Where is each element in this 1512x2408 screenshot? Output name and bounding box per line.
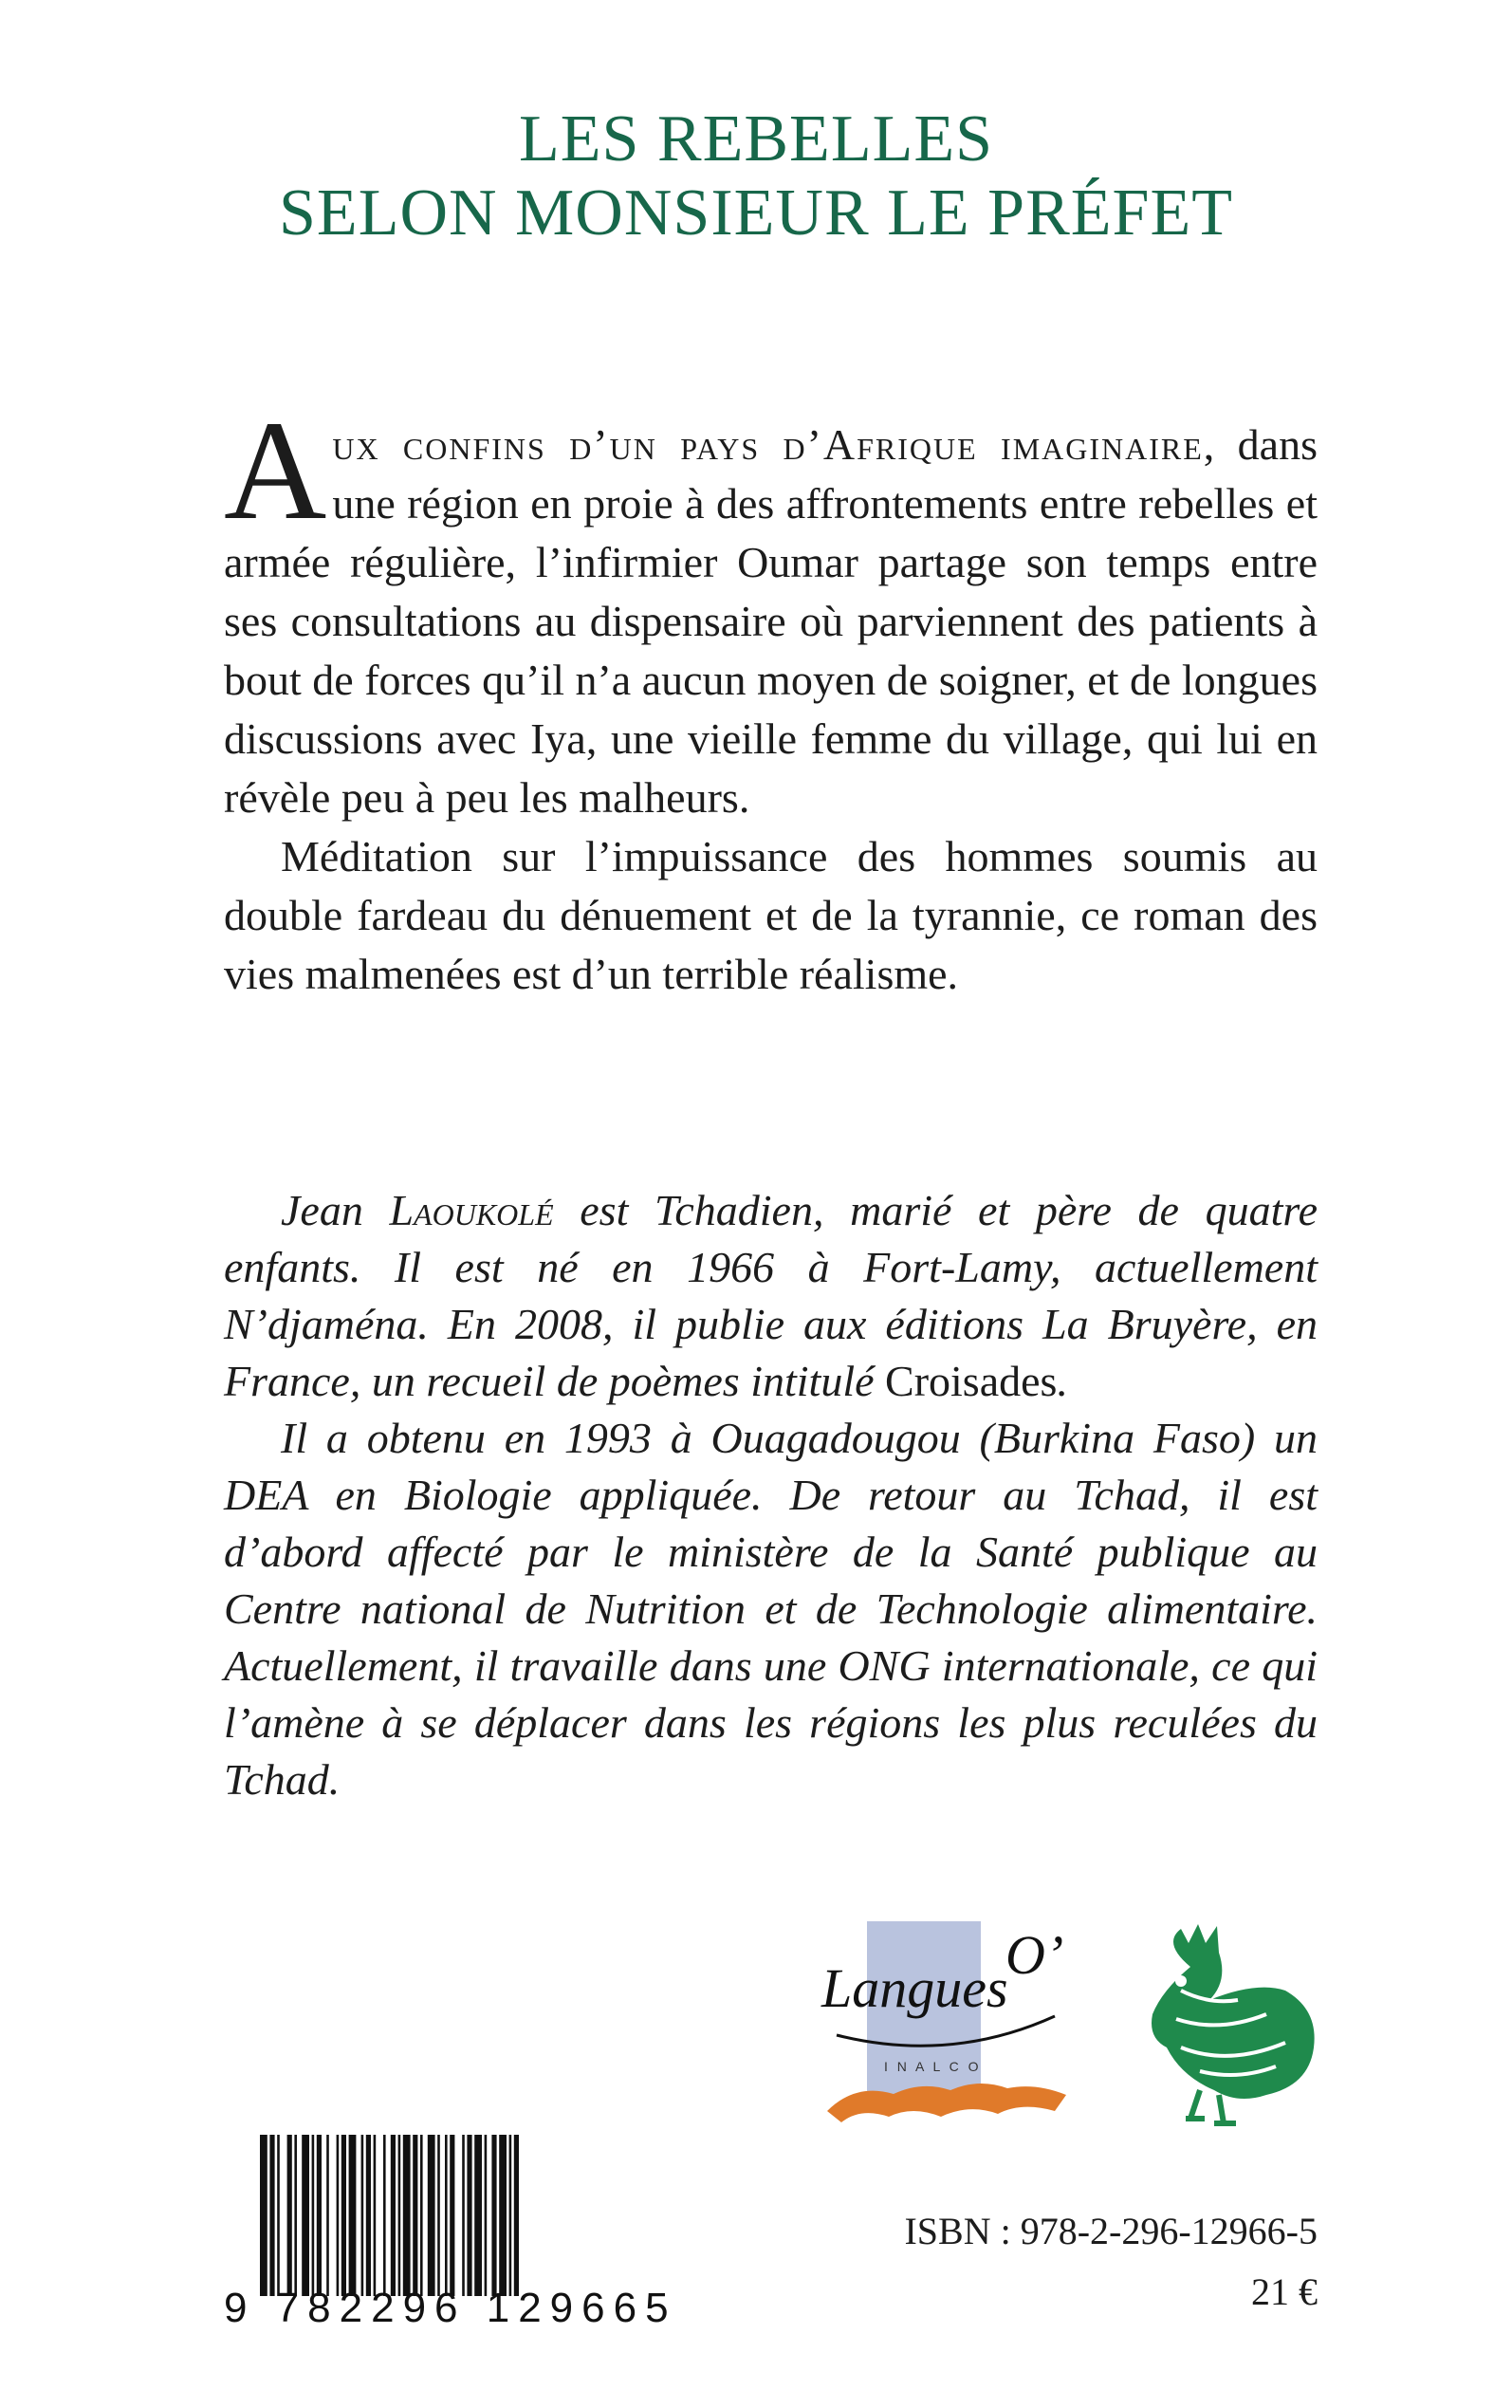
barcode-bar [509,2135,512,2296]
book-reference: Croisades [885,1357,1058,1405]
langues-o-logo [818,1921,1093,2130]
blurb [224,392,1318,1004]
barcode-bar [420,2135,423,2296]
author-name: Laoukolé [389,1186,554,1234]
barcode-bar [398,2135,401,2296]
barcode-bar [499,2135,507,2296]
barcode [260,2135,630,2296]
barcode-bar [445,2135,448,2296]
world-map-icon [827,2084,1066,2122]
bio-text-end: . [1057,1357,1068,1405]
book-title [0,102,1512,250]
barcode-bar [366,2135,371,2296]
barcode-bar [437,2135,440,2296]
barcode-bar [403,2135,411,2296]
title-line-1: LES REBELLES [518,102,994,176]
blurb-paragraph-1-text: dans une région en proie à des affrontements entre rebelles et armée régulière, l’infirmier Oumar partage son temps entre ses consultations au dispensaire où parviennent des patients à bout de forces qu’il n’a aucun moyen de soigner, et de longues discussions avec Iya, une vieille femme du village, qui lui en révèle peu à peu les malheurs. [224,420,1318,822]
barcode-bar [391,2135,396,2296]
barcode-bar [260,2135,267,2296]
barcode-bar [361,2135,364,2296]
barcode-bar [383,2135,386,2296]
barcode-bar [491,2135,496,2296]
barcode-bar [514,2135,519,2296]
barcode-bar [277,2135,280,2296]
title-line-2: SELON MONSIEUR LE PRÉFET [279,176,1233,250]
barcode-bar [467,2135,471,2296]
rooster-logo-icon [1124,1915,1328,2128]
barcode-bar [287,2135,292,2296]
bio-paragraph-2: Il a obtenu en 1993 à Ouagadougou (Burkina Faso) un DEA en Biologie appliquée. De retour au Tchad, il est d’abord affecté par le ministère de la Santé publique au Centre national de Nutrition et de Technologie alimentaire. Actuellement, il travaille dans une ONG internationale, ce qui l’amène à se déplacer dans les régions les plus reculées du Tchad. [224,1414,1318,1804]
barcode-digits: 9 782296 129665 [224,2285,677,2331]
langues-o-text: O’ [1005,1924,1064,1986]
langues-text: Langues [821,1957,1008,2019]
barcode-bar [269,2135,274,2296]
barcode-bar [337,2135,340,2296]
barcode-bar [413,2135,417,2296]
barcode-bar [349,2135,357,2296]
barcode-bar [374,2135,377,2296]
price: 21 € [1251,2270,1318,2313]
inalco-text: I N A L C O [884,2059,982,2074]
barcode-bar [317,2135,322,2296]
barcode-bar [428,2135,435,2296]
barcode-bar [341,2135,346,2296]
barcode-bar [450,2135,454,2296]
bio-text-b: est Tchadien, marié et père de quatre enfants. Il est né en 1966 à Fort-Lamy, actuellement N’djaména. En 2008, il publie aux éditions La Bruyère, en France, un recueil de poèmes intitulé [224,1186,1318,1405]
drop-cap: A [224,392,327,549]
barcode-bar [326,2135,329,2296]
blurb-lead: ux confins d’un pays d’Afrique imaginaire, [332,420,1217,469]
isbn: ISBN : 978-2-296-12966-5 [904,2210,1318,2252]
rooster-body [1152,1924,1315,2099]
barcode-bar [302,2135,309,2296]
author-bio [224,1182,1318,1808]
rooster-eye [1175,1975,1187,1987]
barcode-bar [485,2135,488,2296]
barcode-bar [294,2135,297,2296]
bio-paragraph-1 [224,1182,1318,1410]
barcode-bar [462,2135,465,2296]
barcode-bar [474,2135,482,2296]
bio-text-a: Jean [281,1186,390,1234]
barcode-bar [312,2135,315,2296]
blurb-paragraph-2: Méditation sur l’impuissance des hommes soumis au double fardeau du dénuement et de la tyrannie, ce roman des vies malmenées est d’un terrible réalisme. [224,832,1318,998]
blurb-paragraph-1 [224,392,1318,827]
